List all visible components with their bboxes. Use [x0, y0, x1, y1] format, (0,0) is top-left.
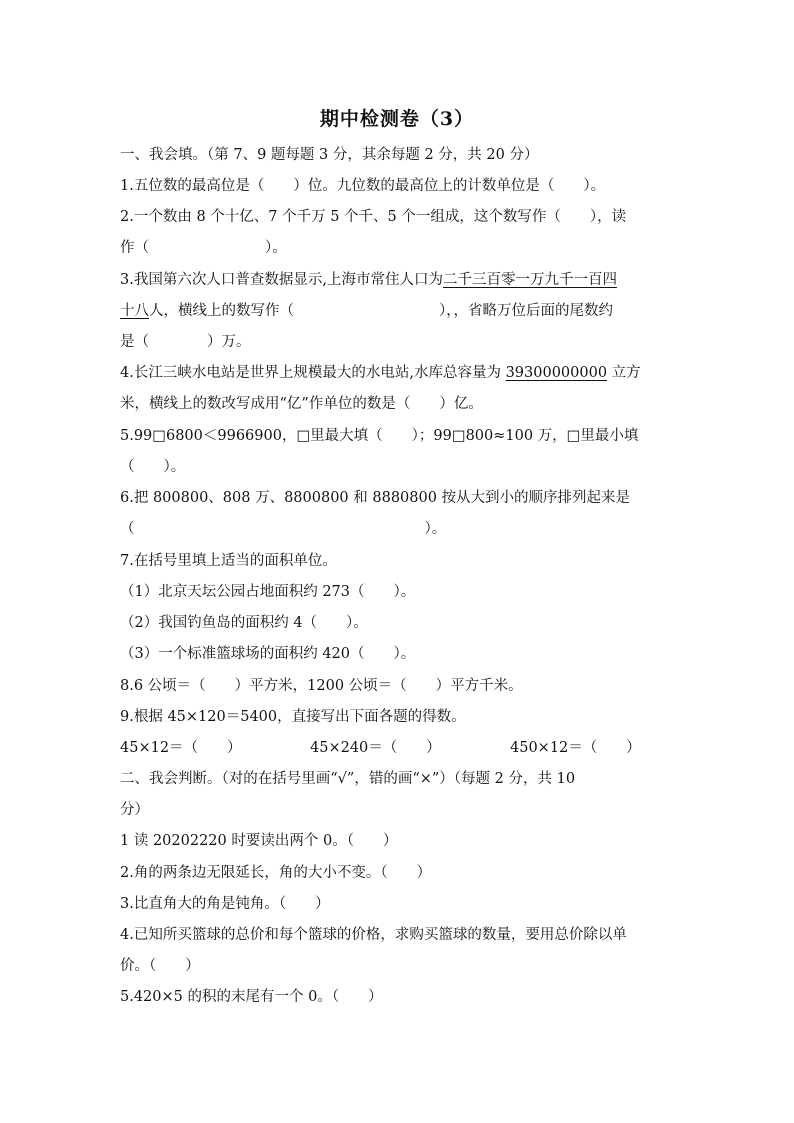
section-heading-fill: 一、我会填。（第 7、9 题每题 3 分，其余每题 2 分，共 20 分）: [120, 147, 539, 163]
sub-question-line: （1）北京天坛公园占地面积约 273（ ）。: [120, 584, 416, 600]
underlined-number-text: 二千三百零一万九千一百四: [442, 272, 617, 288]
calculation-item: 45×240＝（ ）: [310, 740, 441, 756]
question-line: 2.一个数由 8 个十亿、7 个千万 5 个千、5 个一组成，这个数写作（ ），读: [120, 209, 627, 225]
text-segment: 3.我国第六次人口普查数据显示,上海市常住人口为: [120, 272, 443, 288]
question-line: 2.角的两条边无限延长，角的大小不变。（ ）: [120, 865, 432, 881]
section-heading-judge: 二、我会判断。（对的在括号里画“√”，错的画“×”）（每题 2 分，共 10: [120, 771, 576, 787]
text-segment: 4.长江三峡水电站是世界上规模最大的水电站,水库总容量为: [120, 365, 506, 381]
question-line: 8.6 公顷＝（ ）平方米，1200 公顷＝（ ）平方千米。: [120, 678, 523, 694]
question-line: 6.把 800800、808 万、8800800 和 8880800 按从大到小的顺序排列起来是: [120, 490, 631, 506]
calculation-row: [120, 738, 680, 758]
page-title: 期中检测卷（3）: [319, 108, 475, 130]
question-line: 作（ ）。: [120, 240, 287, 256]
question-line: [120, 301, 680, 321]
question-line: 是（ ）万。: [120, 334, 251, 350]
question-line: 7.在括号里填上适当的面积单位。: [120, 553, 337, 569]
question-line: 5.420×5 的积的末尾有一个 0。（ ）: [120, 989, 383, 1005]
question-line: （ ）。: [120, 521, 447, 537]
text-segment: 人，横线上的数写作（ ），，省略万位后面的尾数约: [149, 303, 613, 319]
underlined-number-text: 39300000000: [505, 365, 608, 381]
question-line: 1.五位数的最高位是（ ）位。九位数的最高位上的计数单位是（ ）。: [120, 178, 606, 194]
sub-question-line: （2）我国钓鱼岛的面积约 4（ ）。: [120, 615, 368, 631]
question-line: 5.99□6800＜9966900，□里最大填（ ）；99□800≈100 万，□里最小填: [120, 428, 639, 444]
section-heading-cont: 分）: [120, 802, 149, 818]
question-line: （ ）。: [120, 459, 186, 475]
question-line: 米，横线上的数改写成用“亿”作单位的数是（ ）亿。: [120, 396, 483, 412]
calculation-item: 45×12＝（ ）: [120, 740, 242, 756]
question-line: 3.比直角大的角是钝角。（ ）: [120, 896, 330, 912]
question-line: 9.根据 45×120＝5400，直接写出下面各题的得数。: [120, 709, 466, 725]
question-line: 1 读 20202220 时要读出两个 0。（ ）: [120, 833, 398, 849]
text-segment: 立方: [607, 365, 641, 381]
question-line: [120, 363, 680, 383]
underlined-number-text: 十八: [120, 303, 149, 319]
question-line: 4.已知所买篮球的总价和每个篮球的价格，求购买篮球的数量，要用总价除以单: [120, 927, 627, 943]
question-line: 价。（ ）: [120, 958, 200, 974]
calculation-item: 450×12＝（ ）: [510, 740, 641, 756]
question-line: [120, 270, 680, 290]
sub-question-line: （3）一个标准篮球场的面积约 420（ ）。: [120, 646, 416, 662]
